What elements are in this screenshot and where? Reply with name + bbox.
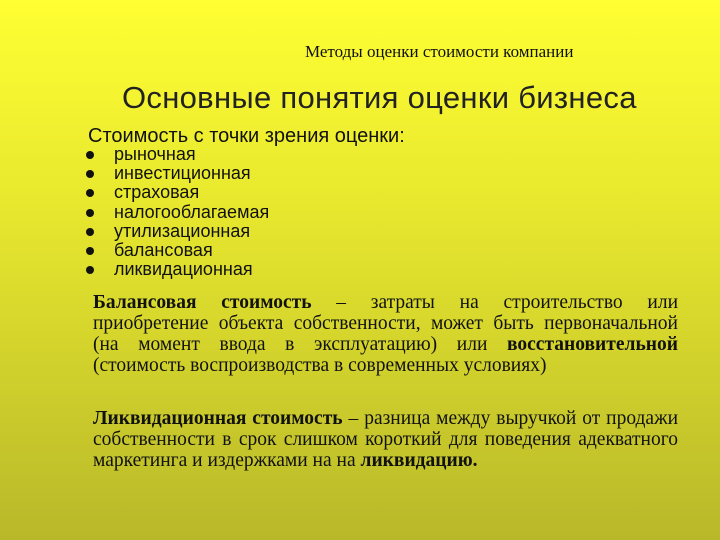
definition-text: (стоимость воспроизводства в современных условиях) <box>93 355 547 376</box>
bullet-icon <box>86 228 94 236</box>
list-item: рыночная <box>86 145 269 164</box>
definition-text: – разница между выручкой от продажи собственности в срок слишком короткий для поведения адекватного маркетинга и издержками на на <box>93 408 678 471</box>
bullet-icon <box>86 189 94 197</box>
bullet-icon <box>86 151 94 159</box>
term-liquidation-value: Ликвидационная стоимость <box>93 408 343 429</box>
types-intro: Стоимость с точки зрения оценки: <box>88 125 405 147</box>
bullet-icon <box>86 209 94 217</box>
list-item: ликвидационная <box>86 260 269 279</box>
book-value-definition <box>93 292 678 376</box>
list-item: инвестиционная <box>86 164 269 183</box>
list-item: утилизационная <box>86 222 269 241</box>
slide-header: Методы оценки стоимости компании <box>305 42 574 61</box>
slide-title: Основные понятия оценки бизнеса <box>122 80 637 115</box>
list-item: балансовая <box>86 241 269 260</box>
bullet-icon <box>86 266 94 274</box>
term-book-value: Балансовая стоимость <box>93 292 312 313</box>
list-item: страховая <box>86 183 269 202</box>
value-types-list <box>86 145 269 279</box>
bullet-icon <box>86 170 94 178</box>
liquidation-value-definition <box>93 408 678 471</box>
term-liquidation: ликвидацию. <box>360 450 478 471</box>
term-replacement: восстановительной <box>507 334 678 355</box>
list-item: налогооблагаемая <box>86 203 269 222</box>
definition-text: – затраты на строительство или приобретение объекта собственности, может быть первоначальной (на момент ввода в эксплуатацию) или <box>93 292 678 355</box>
bullet-icon <box>86 247 94 255</box>
